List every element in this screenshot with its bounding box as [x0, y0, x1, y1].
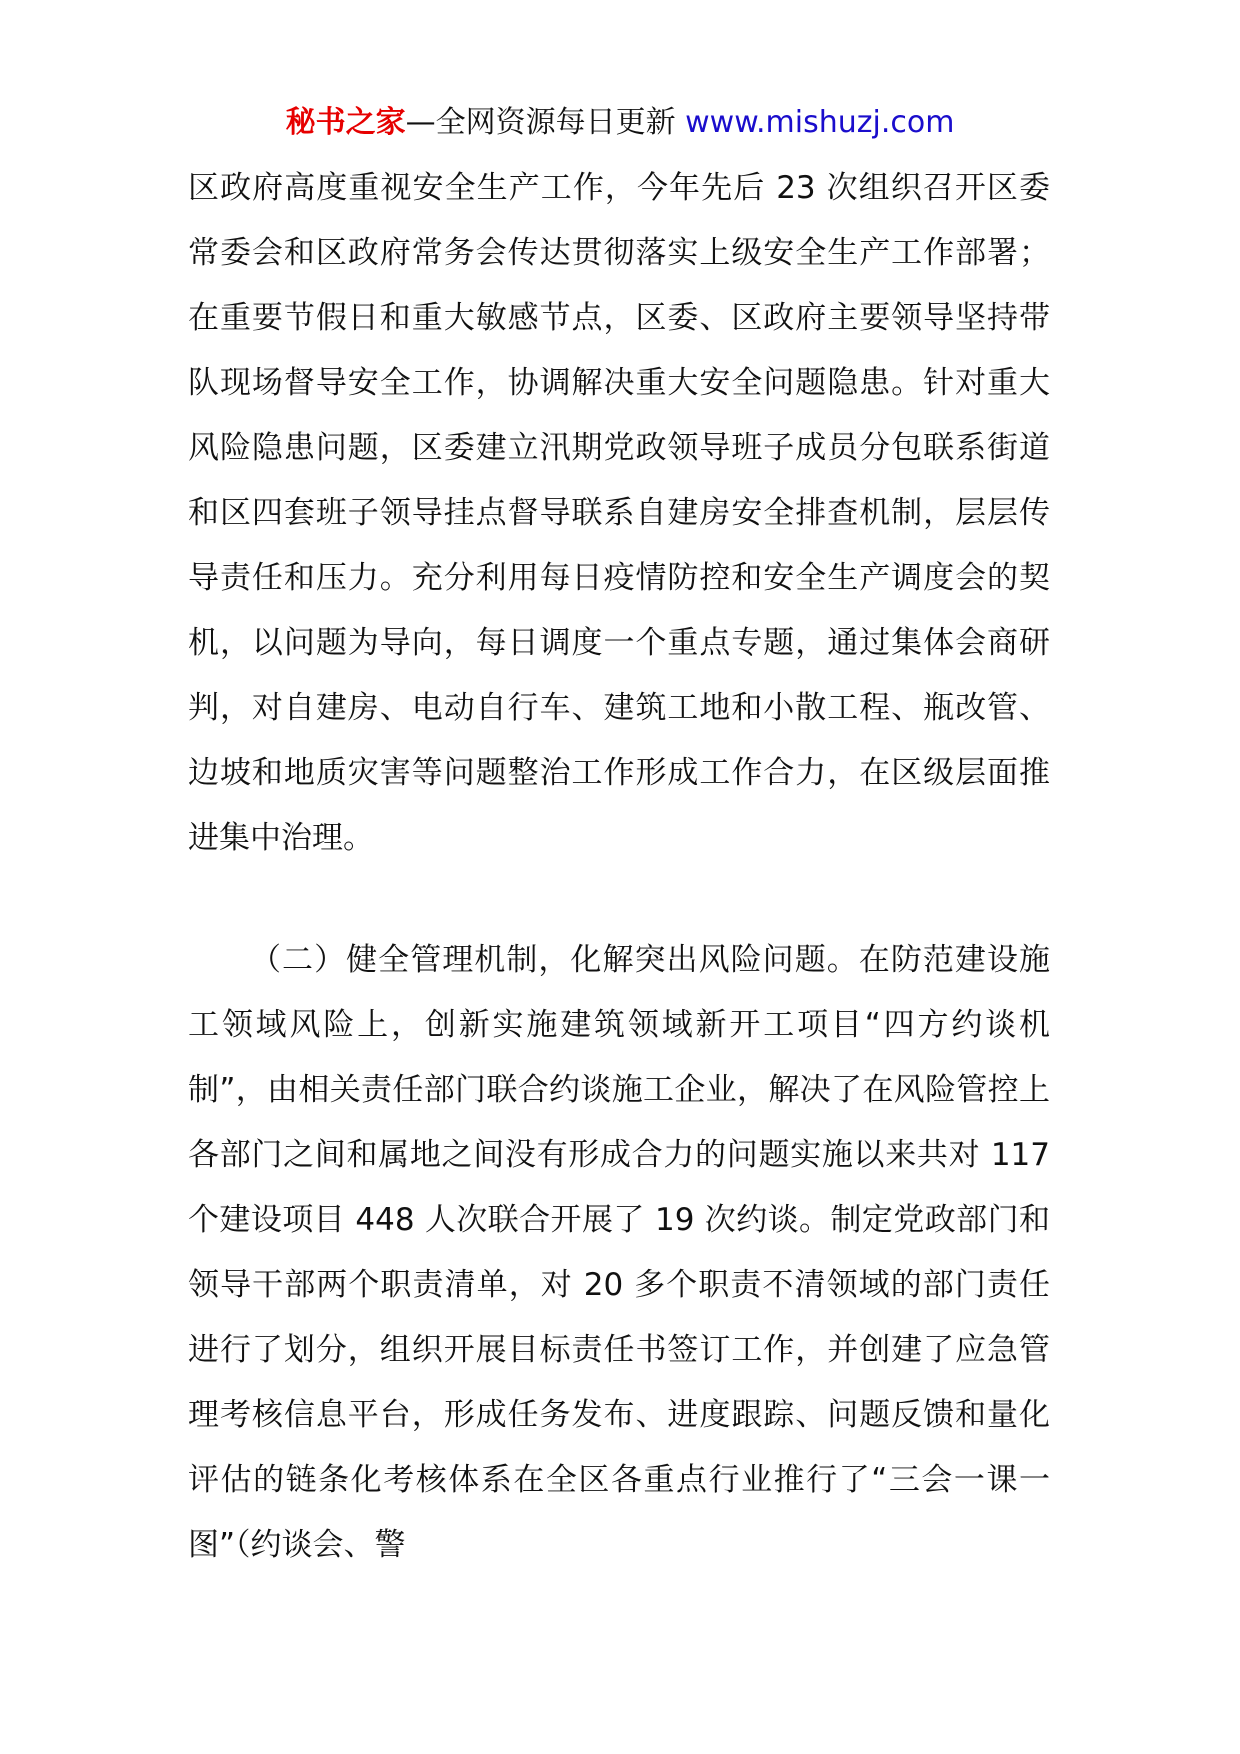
paragraph-1: 区政府高度重视安全生产工作，今年先后 23 次组织召开区委常委会和区政府常务会传达贯彻落实上级安全生产工作部署；在重要节假日和重大敏感节点，区委、区政府主要领导坚持带队现场督导安全工作，协调解决重大安全问题隐患。针对重大风险隐患问题，区委建立汛期党政领导班子成员分包联系街道和区四套班子领导挂点督导联系自建房安全排查机制，层层传导责任和压力。充分利用每日疫情防控和安全生产调度会的契机，以问题为导向，每日调度一个重点专题，通过集体会商研判，对自建房、电动自行车、建筑工地和小散工程、瓶改管、边坡和地质灾害等问题整治工作形成工作合力，在区级层面推进集中治理。: [188, 170, 1050, 856]
page-header: [0, 103, 1240, 143]
header-slogan: 全网资源每日更新: [435, 105, 676, 140]
paragraph-2: （二）健全管理机制，化解突出风险问题。在防范建设施工领域风险上，创新实施建筑领域新开工项目“四方约谈机制”，由相关责任部门联合约谈施工企业，解决了在风险管控上各部门之间和属地之间没有形成合力的问题实施以来共对 117 个建设项目 448 人次联合开展了 19 次约谈。制定党政部门和领导干部两个职责清单，对 20 多个职责不清领域的部门责任进行了划分，组织开展目标责任书签订工作，并创建了应急管理考核信息平台，形成任务发布、进度跟踪、问题反馈和量化评估的链条化考核体系在全区各重点行业推行了“三会一课一图”（约谈会、警: [188, 942, 1050, 1563]
site-url-link[interactable]: www.mishuzj.com: [685, 105, 955, 140]
header-separator: —: [405, 105, 436, 140]
brand-name: 秘书之家: [285, 105, 406, 140]
